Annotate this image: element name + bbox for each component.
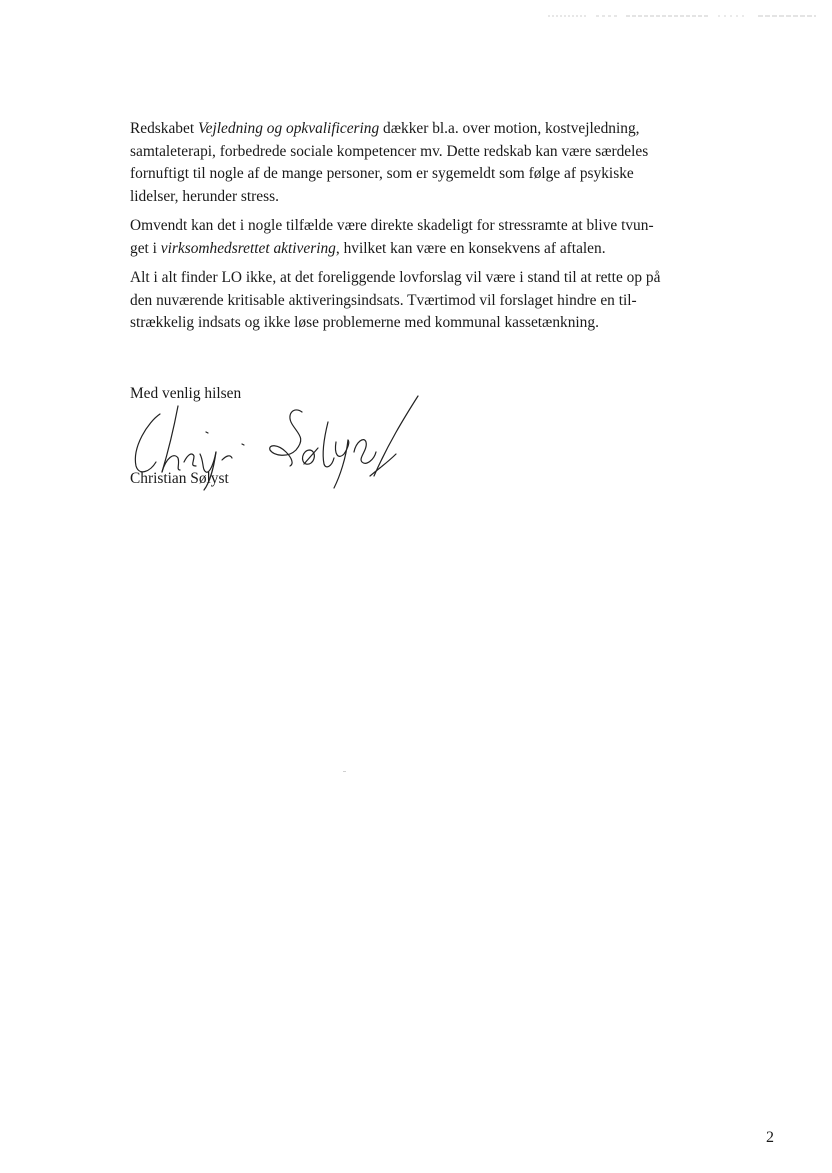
- scan-artifact-marks: [548, 14, 818, 18]
- paragraph-1-line-1-rest: dækker bl.a. over motion, kostvejledning,: [379, 120, 640, 137]
- scan-speck: [343, 771, 346, 772]
- paragraph-1-italic-term: Vejledning og opkvalificering: [197, 120, 380, 137]
- paragraph-2: [130, 215, 700, 260]
- paragraph-3-line-3: strækkelig indsats og ikke løse problemerne med kommunal kassetænkning.: [130, 314, 599, 331]
- closing-salutation: Med venlig hilsen: [130, 385, 242, 402]
- letter-body: [130, 118, 700, 342]
- signer-name: Christian Sølyst: [130, 470, 229, 487]
- handwritten-signature: [118, 392, 428, 492]
- paragraph-1-line-4: lidelser, herunder stress.: [130, 187, 279, 205]
- paragraph-2-line-1: Omvendt kan det i nogle tilfælde være direkte skadeligt for stressramte at blive tvun-: [130, 217, 654, 234]
- paragraph-2-italic-term: virksomhedsrettet aktivering: [160, 239, 336, 257]
- paragraph-3-line-1: Alt i alt finder LO ikke, at det foreliggende lovforslag vil være i stand til at rette op på: [130, 269, 661, 286]
- paragraph-1-line-3: fornuftigt til nogle af de mange personer, som er sygemeldt som følge af psykiske: [130, 165, 634, 182]
- paragraph-2-line-2: [130, 238, 700, 261]
- paragraph-3: [130, 267, 700, 335]
- page-number: 2: [766, 1129, 774, 1146]
- paragraph-3-line-2: den nuværende kritisable aktiveringsindsats. Tværtimod vil forslaget hindre en til-: [130, 291, 637, 309]
- paragraph-1-line-2: samtaleterapi, forbedrede sociale kompetencer mv. Dette redskab kan være særdeles: [130, 142, 649, 160]
- paragraph-2-line-2-rest: , hvilket kan være en konsekvens af aftalen.: [335, 239, 606, 257]
- paragraph-1-line-1: [130, 118, 700, 141]
- paragraph-1: [130, 118, 700, 208]
- paragraph-1-lead: Redskabet: [130, 120, 198, 137]
- paragraph-2-line-2-lead: get i: [130, 239, 161, 257]
